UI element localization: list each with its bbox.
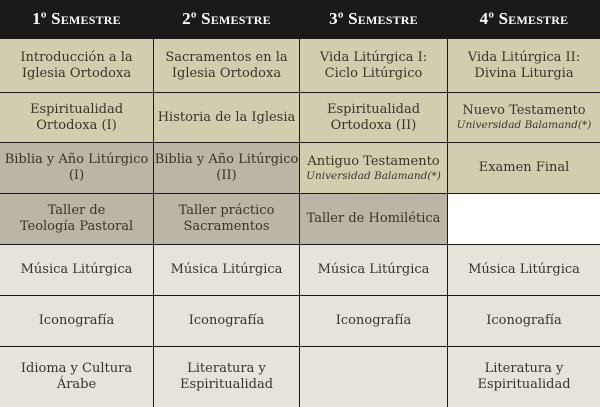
course-cell	[300, 245, 447, 295]
course-title-line: Introducción a la	[20, 49, 133, 65]
course-cell	[0, 143, 153, 193]
course-cell	[448, 194, 600, 244]
course-title-line: Iconografía	[188, 313, 265, 328]
course-cell	[154, 194, 299, 244]
course-title-line: Árabe	[56, 377, 97, 392]
course-title-line: (II)	[216, 168, 237, 183]
course-title-line: Antiguo Testamento	[307, 153, 440, 169]
course-cell	[154, 296, 299, 346]
course-title-line: Biblia y Año Litúrgico	[4, 152, 149, 167]
course-title-line: Nuevo Testamento	[462, 103, 586, 118]
course-title-line: Divina Liturgia	[474, 65, 574, 81]
header-number: 3º	[329, 9, 344, 28]
course-cell	[300, 93, 447, 142]
course-cell	[0, 39, 153, 92]
course-title-line: Espiritualidad	[326, 101, 421, 117]
header-number: 4º	[479, 9, 495, 28]
course-title-line: (I)	[68, 168, 85, 183]
course-cell	[0, 296, 153, 346]
course-title-line: Teología Pastoral	[19, 219, 134, 234]
course-cell	[448, 93, 600, 142]
header-semester-1	[0, 0, 153, 38]
course-cell	[300, 194, 447, 244]
course-title-line: Ciclo Litúrgico	[324, 65, 423, 81]
header-word: Semestre	[498, 9, 569, 28]
course-title-line: Espiritualidad	[179, 377, 274, 392]
course-cell	[300, 143, 447, 193]
header-word: Semestre	[51, 9, 121, 28]
course-cell	[154, 245, 299, 295]
course-cell	[0, 194, 153, 244]
course-title-line: Taller de Homilética	[306, 211, 441, 226]
header-word: Semestre	[348, 9, 418, 28]
course-cell	[300, 347, 447, 407]
course-cell	[154, 93, 299, 142]
course-title-line: Examen Final	[478, 160, 570, 175]
header-semester-2	[154, 0, 299, 38]
course-cell	[0, 347, 153, 407]
header-semester-4	[448, 0, 600, 38]
course-title-line: Iglesia Ortodoxa	[21, 65, 132, 81]
course-title-line: Ortodoxa (II)	[330, 117, 417, 133]
course-title-line: Música Litúrgica	[20, 262, 133, 277]
course-cell	[448, 143, 600, 193]
course-cell	[448, 245, 600, 295]
course-title-line: Iconografía	[335, 313, 412, 328]
course-title-line: Literatura y	[484, 361, 564, 376]
course-cell	[300, 39, 447, 92]
course-title-line: Taller práctico	[178, 203, 275, 218]
course-cell	[448, 347, 600, 407]
course-title-line: Sacramentos en la	[165, 49, 288, 65]
header-semester-3	[300, 0, 447, 38]
course-cell	[154, 143, 299, 193]
course-cell	[448, 39, 600, 92]
course-title-line: Idioma y Cultura	[20, 361, 133, 376]
course-note: Universidad Balamand(*)	[456, 119, 592, 131]
course-title-line: Espiritualidad	[29, 101, 124, 117]
course-cell	[300, 296, 447, 346]
header-number: 1º	[32, 9, 47, 28]
course-cell	[448, 296, 600, 346]
course-cell	[154, 347, 299, 407]
course-title-line: Ortodoxa (I)	[36, 117, 117, 133]
course-title-line: Música Litúrgica	[170, 262, 283, 277]
course-title-line: Música Litúrgica	[317, 262, 430, 277]
course-title-line: Iglesia Ortodoxa	[171, 65, 282, 81]
course-cell	[0, 245, 153, 295]
course-cell	[0, 93, 153, 142]
header-number: 2º	[182, 9, 197, 28]
course-title-line: Historia de la Iglesia	[157, 109, 296, 125]
course-title-line: Música Litúrgica	[468, 262, 580, 277]
course-note: Universidad Balamand(*)	[306, 169, 441, 182]
course-title-line: Literatura y	[187, 361, 266, 376]
course-title-line: Sacramentos	[183, 219, 270, 234]
course-title-line: Vida Litúrgica II:	[467, 49, 581, 65]
course-title-line: Biblia y Año Litúrgico	[154, 152, 299, 167]
course-title-line: Iconografía	[486, 313, 562, 328]
course-title-line: Espiritualidad	[477, 377, 571, 392]
header-word: Semestre	[201, 9, 271, 28]
course-cell	[154, 39, 299, 92]
course-title-line: Taller de	[47, 203, 106, 218]
course-title-line: Vida Litúrgica I:	[319, 49, 428, 65]
course-title-line: Iconografía	[38, 313, 115, 328]
